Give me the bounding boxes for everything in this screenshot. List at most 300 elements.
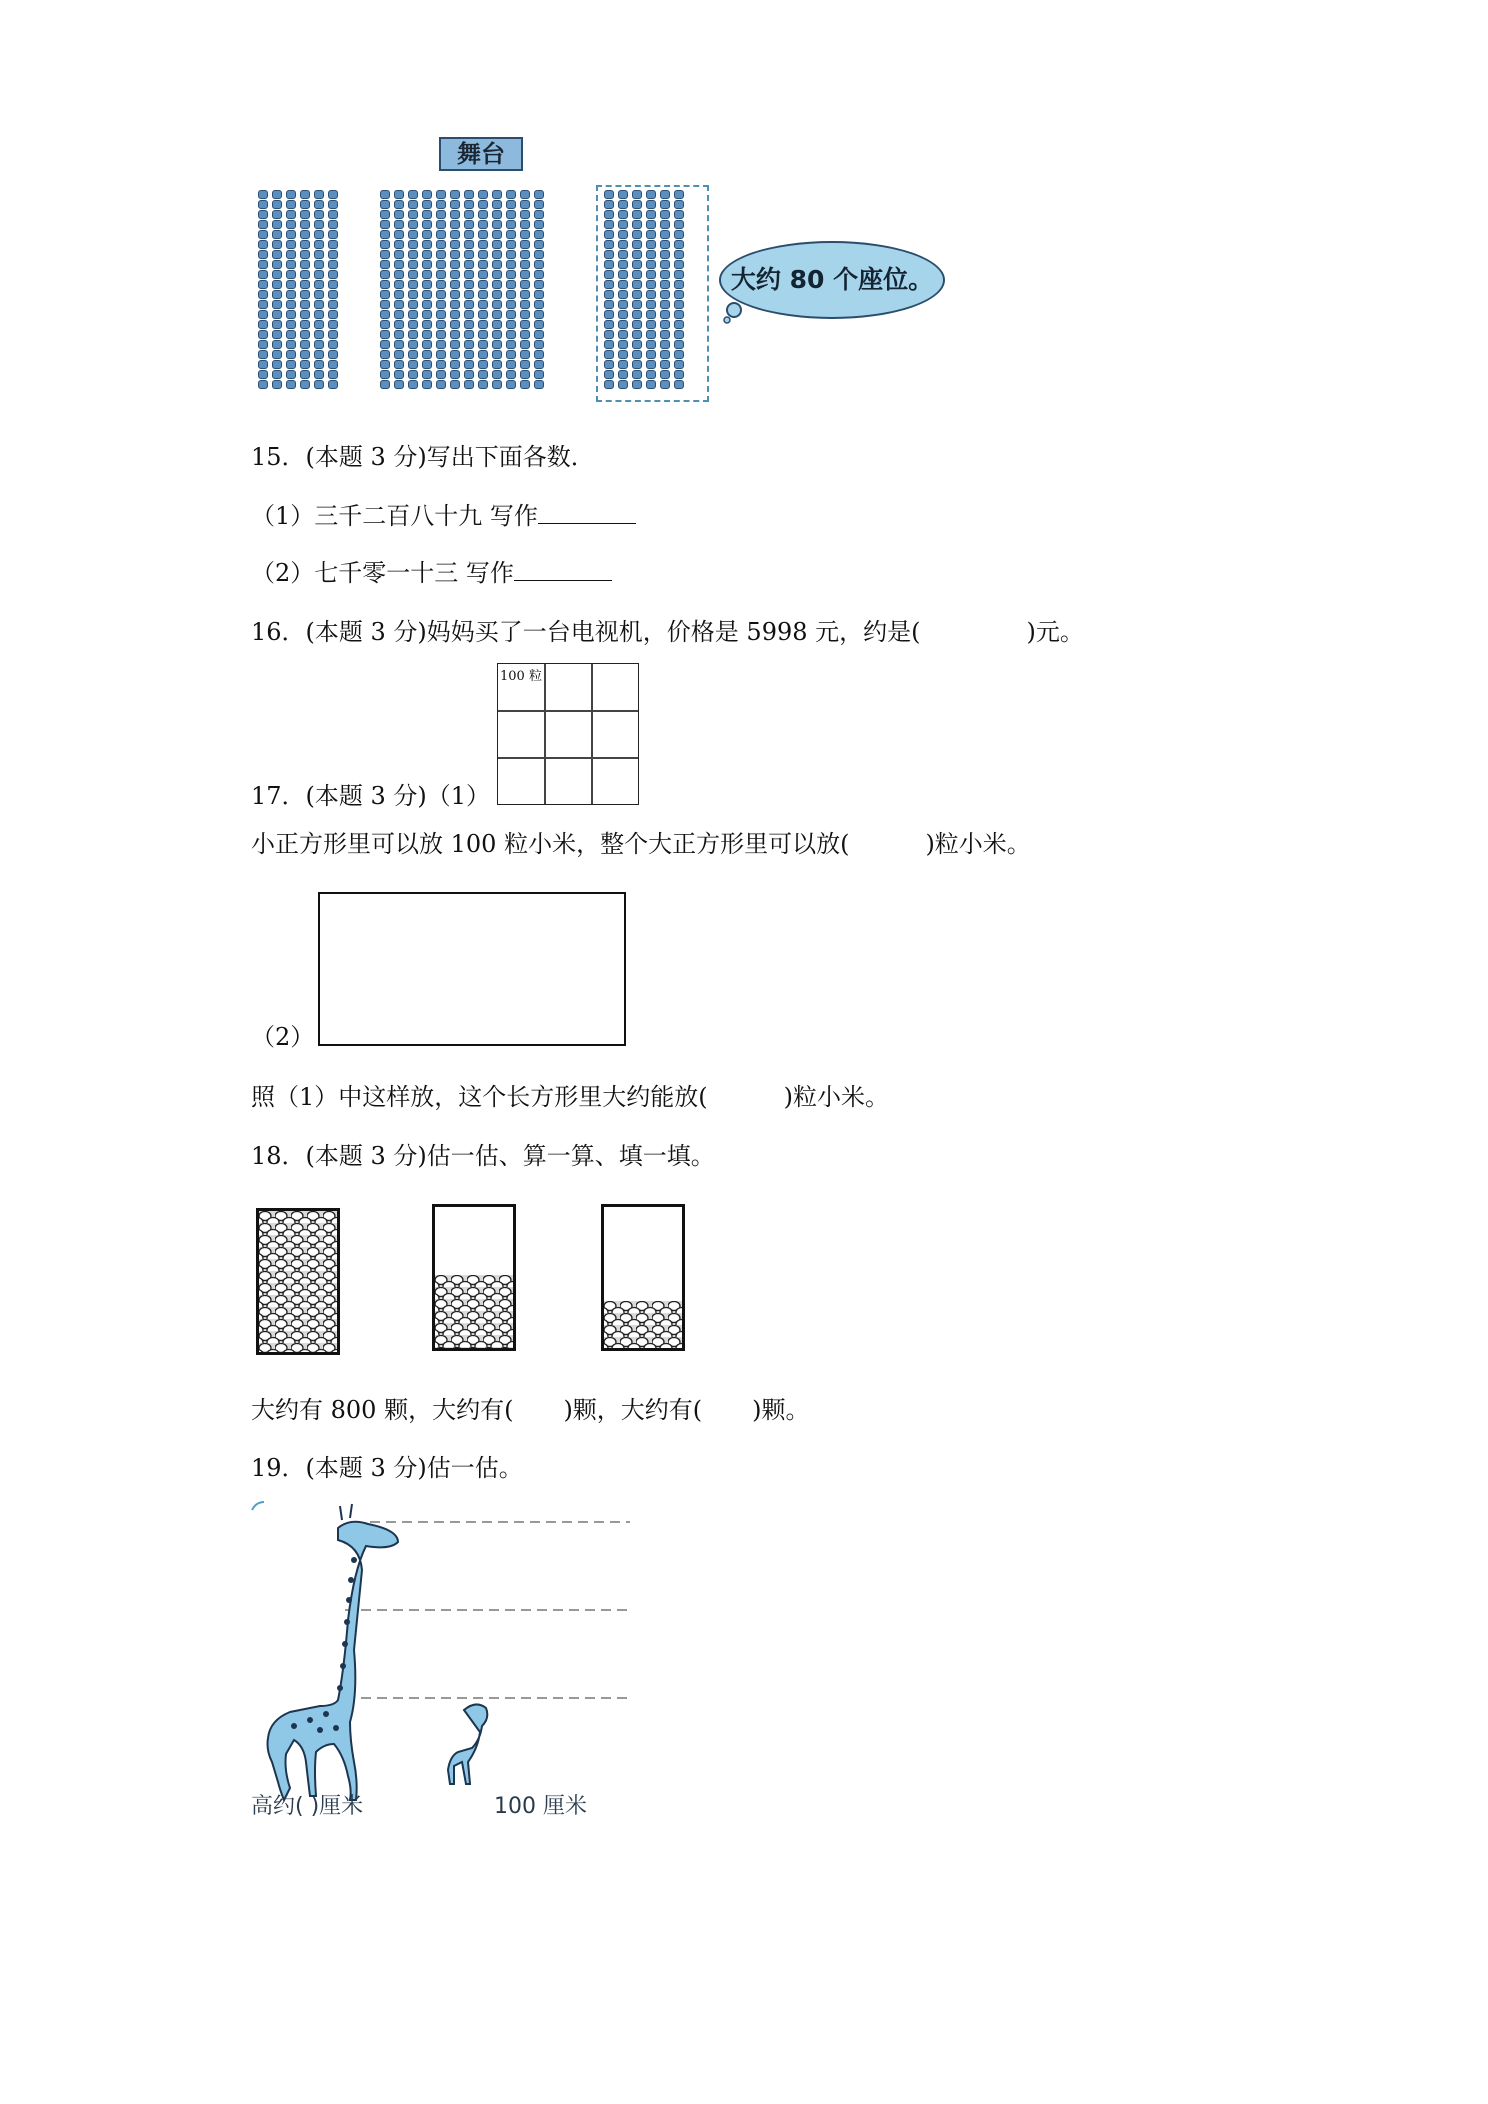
seat-icon [464, 360, 474, 369]
seat-icon [380, 260, 390, 269]
seat-icon [422, 370, 432, 379]
seat-icon [478, 240, 488, 249]
seat-icon [258, 260, 268, 269]
seat-icon [300, 230, 310, 239]
seat-icon [314, 220, 324, 229]
seat-icon [478, 190, 488, 199]
seat-icon [520, 280, 530, 289]
q17-stem: 17．(本题 3 分)（1） [251, 782, 491, 810]
bubble-text: 大约 80 个座位。 [730, 265, 934, 294]
seat-icon [450, 200, 460, 209]
seat-icon [394, 190, 404, 199]
seat-icon [464, 190, 474, 199]
seat-icon [534, 250, 544, 259]
seat-icon [328, 220, 338, 229]
seat-icon [272, 370, 282, 379]
q17-line1 [251, 829, 1031, 859]
seat-icon [450, 320, 460, 329]
seat-icon [408, 280, 418, 289]
seat-icon [478, 380, 488, 389]
seat-icon [328, 290, 338, 299]
seat-icon [520, 210, 530, 219]
seat-icon [436, 370, 446, 379]
seat-icon [300, 250, 310, 259]
seat-icon [492, 220, 502, 229]
seat-icon [314, 310, 324, 319]
q15-item1 [251, 501, 636, 531]
seat-icon [534, 210, 544, 219]
seat-icon [506, 300, 516, 309]
seat-icon [258, 300, 268, 309]
seat-icon [436, 260, 446, 269]
seat-icon [520, 200, 530, 209]
seat-icon [534, 190, 544, 199]
seat-icon [464, 320, 474, 329]
seat-icon [506, 360, 516, 369]
seat-icon [328, 270, 338, 279]
seat-icon [394, 290, 404, 299]
seat-icon [328, 350, 338, 359]
seat-icon [314, 200, 324, 209]
seat-icon [394, 370, 404, 379]
seat-icon [300, 280, 310, 289]
seat-icon [506, 310, 516, 319]
seat-icon [464, 290, 474, 299]
seat-icon [492, 190, 502, 199]
jar-quarter [601, 1204, 685, 1351]
q16-stem [251, 617, 1084, 647]
seat-icon [300, 270, 310, 279]
seat-icon [300, 350, 310, 359]
seat-icon [394, 230, 404, 239]
seat-icon [534, 320, 544, 329]
seat-icon [506, 190, 516, 199]
seat-icon [450, 330, 460, 339]
seat-icon [478, 200, 488, 209]
q16-stem-b: )元。 [1026, 618, 1084, 646]
q15-item2 [251, 558, 612, 588]
seat-icon [422, 200, 432, 209]
q17-line2-b: )粒小米。 [783, 1083, 890, 1111]
seat-icon [450, 370, 460, 379]
seat-icon [286, 320, 296, 329]
seat-icon [258, 240, 268, 249]
seat-icon [258, 380, 268, 389]
q18-answer-b: )颗，大约有( [563, 1396, 703, 1424]
seat-icon [408, 350, 418, 359]
seat-icon [408, 330, 418, 339]
seat-icon [492, 270, 502, 279]
seat-icon [436, 360, 446, 369]
seat-icon [258, 290, 268, 299]
seat-icon [328, 250, 338, 259]
seat-icon [258, 200, 268, 209]
seat-icon [422, 270, 432, 279]
jar-half [432, 1204, 516, 1351]
seat-icon [436, 290, 446, 299]
seat-icon [436, 300, 446, 309]
q19-stem: 19．(本题 3 分)估一估。 [251, 1454, 523, 1482]
seat-icon [408, 220, 418, 229]
seat-icon [286, 360, 296, 369]
beans-full-icon [259, 1211, 337, 1352]
seat-icon [450, 210, 460, 219]
seat-icon [506, 270, 516, 279]
seat-icon [300, 370, 310, 379]
seat-icon [272, 200, 282, 209]
seat-icon [380, 320, 390, 329]
seat-icon [520, 350, 530, 359]
deer-icon [448, 1704, 487, 1784]
seat-icon [464, 260, 474, 269]
nine-square-grid [497, 663, 639, 805]
seat-icon [408, 320, 418, 329]
seat-icon [464, 280, 474, 289]
seat-icon [464, 220, 474, 229]
seat-icon [464, 200, 474, 209]
seat-icon [436, 240, 446, 249]
seat-icon [422, 330, 432, 339]
seat-icon [492, 350, 502, 359]
seat-icon [492, 300, 502, 309]
seat-icon [380, 350, 390, 359]
seat-icon [422, 250, 432, 259]
seat-icon [478, 320, 488, 329]
seat-icon [520, 380, 530, 389]
seat-icon [506, 320, 516, 329]
seat-icon [258, 370, 268, 379]
seat-icon [506, 200, 516, 209]
seat-icon [286, 260, 296, 269]
seat-icon [478, 310, 488, 319]
seat-icon [492, 210, 502, 219]
q18-answer-a: 大约有 800 颗，大约有( [251, 1396, 514, 1424]
seat-icon [394, 320, 404, 329]
seat-icon [450, 230, 460, 239]
seat-icon [520, 300, 530, 309]
seat-icon [328, 300, 338, 309]
seat-icon [408, 240, 418, 249]
seat-icon [408, 310, 418, 319]
seat-icon [408, 360, 418, 369]
seat-icon [436, 230, 446, 239]
seat-icon [328, 370, 338, 379]
seat-icon [506, 210, 516, 219]
seat-icon [492, 380, 502, 389]
seat-icon [520, 360, 530, 369]
seat-icon [492, 330, 502, 339]
seat-icon [520, 250, 530, 259]
seat-icon [450, 280, 460, 289]
seat-icon [314, 260, 324, 269]
q17-line1-a: 小正方形里可以放 100 粒小米，整个大正方形里可以放( [251, 830, 850, 858]
seat-icon [492, 280, 502, 289]
seat-icon [520, 330, 530, 339]
deer-height-label: 100 厘米 [494, 1794, 587, 1819]
giraffe-icon [268, 1504, 399, 1800]
seat-icon [314, 190, 324, 199]
seat-icon [506, 380, 516, 389]
seat-icon [450, 360, 460, 369]
seat-icon [314, 380, 324, 389]
seat-icon [286, 310, 296, 319]
seat-icon [506, 340, 516, 349]
seat-icon [314, 320, 324, 329]
seat-icon [314, 340, 324, 349]
seat-icon [258, 340, 268, 349]
q15-answer1-blank[interactable] [538, 501, 636, 524]
seat-icon [520, 290, 530, 299]
seat-icon [380, 280, 390, 289]
seat-icon [436, 320, 446, 329]
seat-icon [534, 350, 544, 359]
seat-icon [272, 380, 282, 389]
seat-icon [534, 240, 544, 249]
seat-icon [272, 330, 282, 339]
seat-icon [394, 360, 404, 369]
q15-answer2-blank[interactable] [514, 558, 612, 581]
seat-icon [314, 330, 324, 339]
seat-icon [422, 320, 432, 329]
seat-icon [506, 350, 516, 359]
seat-icon [450, 240, 460, 249]
seat-icon [258, 330, 268, 339]
seat-icon [300, 340, 310, 349]
seat-icon [328, 260, 338, 269]
seat-icon [258, 350, 268, 359]
seat-icon [464, 330, 474, 339]
q15-item2-text: （2）七千零一十三 写作 [251, 559, 514, 587]
seat-icon [258, 250, 268, 259]
seat-icon [492, 250, 502, 259]
seat-icon [478, 250, 488, 259]
seat-block-middle [380, 190, 548, 389]
seat-icon [314, 210, 324, 219]
seat-icon [506, 290, 516, 299]
seat-icon [300, 330, 310, 339]
seat-icon [492, 370, 502, 379]
seat-icon [258, 320, 268, 329]
seat-icon [436, 250, 446, 259]
seat-icon [478, 290, 488, 299]
seat-icon [408, 230, 418, 239]
seat-icon [534, 280, 544, 289]
seat-icon [328, 310, 338, 319]
seat-icon [408, 190, 418, 199]
seat-icon [520, 310, 530, 319]
seat-icon [328, 320, 338, 329]
seat-icon [422, 380, 432, 389]
seat-icon [478, 330, 488, 339]
seat-icon [464, 380, 474, 389]
seat-icon [300, 220, 310, 229]
seat-icon [408, 300, 418, 309]
seat-icon [506, 250, 516, 259]
seat-icon [314, 240, 324, 249]
seat-icon [300, 290, 310, 299]
seat-icon [328, 330, 338, 339]
seat-icon [286, 240, 296, 249]
seat-icon [394, 350, 404, 359]
seat-icon [450, 350, 460, 359]
seat-icon [272, 310, 282, 319]
seat-icon [380, 220, 390, 229]
seat-icon [534, 370, 544, 379]
seat-icon [478, 230, 488, 239]
seat-icon [506, 260, 516, 269]
seat-icon [272, 220, 282, 229]
seat-icon [394, 300, 404, 309]
seat-icon [258, 310, 268, 319]
seat-icon [520, 340, 530, 349]
q17-line1-b: )粒小米。 [925, 830, 1031, 858]
seat-icon [492, 340, 502, 349]
seat-icon [286, 230, 296, 239]
seat-icon [286, 250, 296, 259]
seat-icon [534, 380, 544, 389]
seat-icon [380, 240, 390, 249]
seat-icon [394, 200, 404, 209]
seat-icon [436, 220, 446, 229]
seat-icon [422, 300, 432, 309]
seat-icon [314, 250, 324, 259]
seat-icon [286, 270, 296, 279]
seat-icon [492, 320, 502, 329]
seat-icon [258, 230, 268, 239]
seat-icon [286, 340, 296, 349]
seat-icon [394, 330, 404, 339]
seat-icon [478, 350, 488, 359]
seat-icon [258, 360, 268, 369]
seat-icon [506, 370, 516, 379]
seat-icon [380, 200, 390, 209]
seat-icon [380, 310, 390, 319]
seat-icon [272, 280, 282, 289]
seat-icon [464, 250, 474, 259]
seat-icon [478, 260, 488, 269]
seat-icon [272, 340, 282, 349]
seat-icon [422, 310, 432, 319]
speech-bubble [719, 241, 945, 319]
seat-icon [408, 340, 418, 349]
seat-icon [408, 250, 418, 259]
bubble-tail-icon [722, 300, 746, 324]
seat-icon [380, 340, 390, 349]
seat-icon [300, 300, 310, 309]
seat-icon [272, 260, 282, 269]
seat-icon [380, 330, 390, 339]
seat-icon [492, 310, 502, 319]
seat-icon [478, 210, 488, 219]
seat-icon [506, 230, 516, 239]
seat-icon [464, 340, 474, 349]
seat-icon [328, 210, 338, 219]
seat-icon [464, 350, 474, 359]
seat-icon [478, 270, 488, 279]
seat-icon [478, 370, 488, 379]
seat-icon [328, 190, 338, 199]
seat-icon [436, 200, 446, 209]
seat-icon [450, 380, 460, 389]
jar-full [256, 1208, 340, 1355]
seat-icon [394, 240, 404, 249]
seat-icon [286, 280, 296, 289]
seat-icon [314, 350, 324, 359]
seat-icon [328, 380, 338, 389]
seat-icon [328, 360, 338, 369]
seat-icon [272, 270, 282, 279]
seat-icon [422, 340, 432, 349]
seat-icon [380, 190, 390, 199]
seat-icon [520, 240, 530, 249]
seat-icon [478, 340, 488, 349]
seat-icon [314, 290, 324, 299]
seat-icon [408, 210, 418, 219]
seat-icon [314, 360, 324, 369]
seat-icon [436, 280, 446, 289]
seat-icon [272, 250, 282, 259]
seat-icon [286, 210, 296, 219]
q15-item1-text: （1）三千二百八十九 写作 [251, 502, 538, 530]
seat-icon [534, 360, 544, 369]
seat-icon [436, 350, 446, 359]
seat-icon [520, 220, 530, 229]
seat-icon [534, 230, 544, 239]
seat-icon [272, 190, 282, 199]
seat-icon [300, 200, 310, 209]
seat-icon [506, 330, 516, 339]
seat-icon [380, 290, 390, 299]
q18-stem: 18．(本题 3 分)估一估、算一算、填一填。 [251, 1142, 715, 1170]
seat-icon [300, 240, 310, 249]
seat-icon [272, 210, 282, 219]
seat-icon [394, 380, 404, 389]
seat-icon [422, 350, 432, 359]
seat-icon [328, 200, 338, 209]
seat-icon [422, 230, 432, 239]
seat-icon [300, 190, 310, 199]
seat-icon [422, 360, 432, 369]
seat-icon [408, 200, 418, 209]
seat-icon [450, 190, 460, 199]
seat-icon [422, 210, 432, 219]
seat-icon [534, 290, 544, 299]
seat-icon [258, 270, 268, 279]
seat-icon [328, 340, 338, 349]
seat-icon [436, 190, 446, 199]
seat-icon [520, 270, 530, 279]
seat-icon [328, 230, 338, 239]
seat-icon [464, 310, 474, 319]
seat-icon [492, 290, 502, 299]
seat-icon [380, 270, 390, 279]
seat-icon [450, 220, 460, 229]
seat-icon [286, 200, 296, 209]
seat-icon [450, 250, 460, 259]
seat-icon [380, 250, 390, 259]
seat-icon [478, 300, 488, 309]
rectangle-figure [318, 892, 626, 1046]
seat-icon [534, 260, 544, 269]
seat-icon [408, 380, 418, 389]
seat-icon [464, 230, 474, 239]
seat-icon [436, 310, 446, 319]
seat-icon [272, 360, 282, 369]
seat-icon [272, 300, 282, 309]
seat-icon [492, 200, 502, 209]
seat-icon [286, 370, 296, 379]
seat-icon [450, 340, 460, 349]
